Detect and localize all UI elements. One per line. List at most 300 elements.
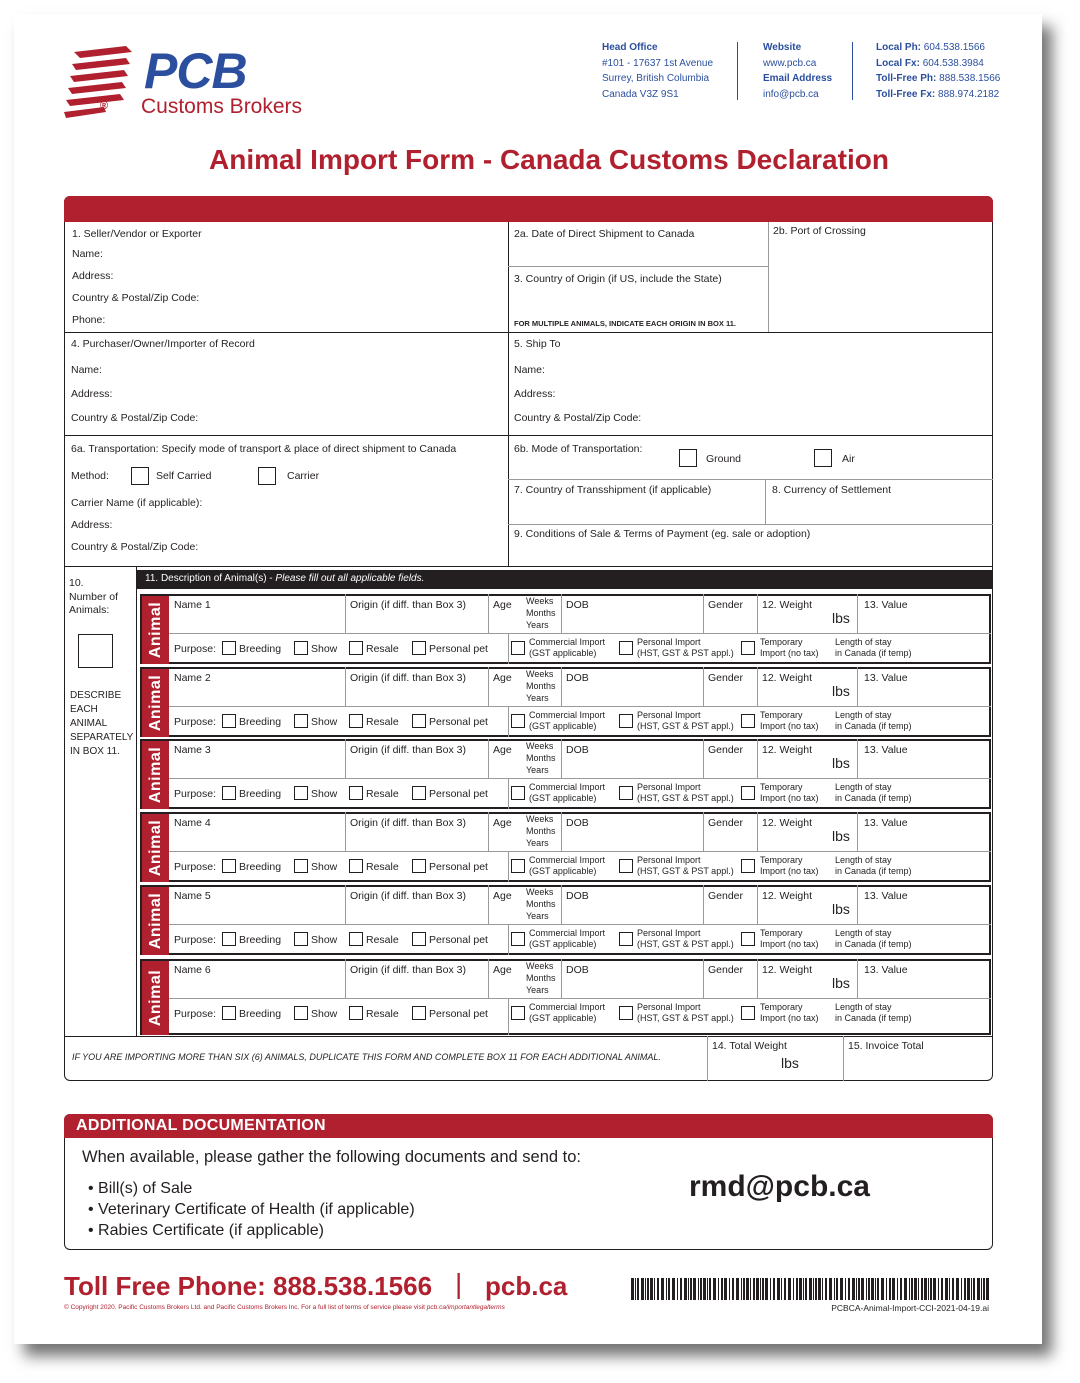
age-years: Years	[526, 838, 549, 848]
animal-dob-field[interactable]: DOB	[566, 744, 589, 756]
divider	[488, 959, 489, 998]
personal-import-checkbox[interactable]	[619, 859, 633, 873]
personal-import-label: Personal Import	[637, 928, 701, 938]
weight-unit: lbs	[832, 828, 850, 844]
local-fx-label: Local Fx:	[876, 57, 920, 69]
doc-item: • Bill(s) of Sale	[88, 1180, 193, 1197]
temporary-import-label: Temporary	[760, 710, 803, 720]
divider	[64, 435, 993, 436]
temporary-import-checkbox[interactable]	[741, 786, 755, 800]
animal-tab: Animal	[142, 814, 169, 882]
temporary-import-label: Temporary	[760, 855, 803, 865]
box5-address[interactable]: Address:	[514, 388, 556, 400]
divider	[345, 739, 346, 778]
show-checkbox[interactable]	[294, 932, 308, 946]
temporary-import-label: Temporary	[760, 928, 803, 938]
divider	[703, 812, 704, 851]
length-of-stay-note: in Canada (if temp)	[835, 866, 912, 876]
age-years: Years	[526, 620, 549, 630]
additional-docs-title: ADDITIONAL DOCUMENTATION	[76, 1117, 326, 1134]
breeding-label: Breeding	[239, 643, 282, 655]
divider	[561, 812, 562, 851]
carrier-name-field[interactable]: Carrier Name (if applicable):	[71, 497, 203, 509]
age-weeks: Weeks	[526, 961, 554, 971]
age-years: Years	[526, 911, 549, 921]
animal-gender-field[interactable]: Gender	[708, 890, 744, 902]
animal-dob-field[interactable]: DOB	[566, 890, 589, 902]
show-label: Show	[311, 861, 338, 873]
divider	[169, 706, 991, 707]
divider	[508, 479, 993, 480]
divider	[757, 885, 758, 924]
ground-checkbox[interactable]	[679, 449, 697, 467]
box5-country[interactable]: Country & Postal/Zip Code:	[514, 412, 642, 424]
box5-name[interactable]: Name:	[514, 364, 545, 376]
commercial-import-checkbox[interactable]	[511, 641, 525, 655]
divider	[707, 1036, 708, 1081]
divider	[169, 633, 991, 634]
animal-tab: Animal	[142, 741, 169, 809]
animal-dob-field[interactable]: DOB	[566, 672, 589, 684]
temporary-import-label: Temporary	[760, 1002, 803, 1012]
box8-title[interactable]: 8. Currency of Settlement	[772, 484, 892, 496]
personal-pet-checkbox[interactable]	[412, 1006, 426, 1020]
animal-gender-field[interactable]: Gender	[708, 964, 744, 976]
divider	[703, 667, 704, 706]
divider	[508, 222, 509, 342]
commercial-import-label: Commercial Import	[529, 782, 606, 792]
divider	[64, 566, 993, 567]
length-of-stay-note: in Canada (if temp)	[835, 721, 912, 731]
animal-name-field[interactable]: Name 1	[174, 599, 211, 611]
length-of-stay-field[interactable]: Length of stay	[835, 710, 892, 720]
show-checkbox[interactable]	[294, 1006, 308, 1020]
age-weeks: Weeks	[526, 887, 554, 897]
head-office-line: Surrey, British Columbia	[602, 73, 710, 84]
number-of-animals-input[interactable]	[78, 634, 113, 668]
animal-age-field[interactable]: Age	[493, 672, 512, 684]
website-title: Website	[763, 42, 802, 53]
weight-unit: lbs	[832, 683, 850, 699]
animal-value-field[interactable]: 13. Value	[864, 964, 908, 976]
divider	[508, 851, 509, 882]
resale-label: Resale	[366, 934, 399, 946]
animal-origin-field[interactable]: Origin (if diff. than Box 3)	[350, 599, 466, 611]
animal-dob-field[interactable]: DOB	[566, 964, 589, 976]
temporary-import-checkbox[interactable]	[741, 859, 755, 873]
copyright: © Copyright 2020. Pacific Customs Brokers Ltd. and Pacific Customs Brokers Inc. For a full list of terms of service please visit pcb.ca/importantlegalterms	[64, 1304, 505, 1311]
commercial-import-note: (GST applicable)	[529, 793, 597, 803]
show-checkbox[interactable]	[294, 641, 308, 655]
ground-label: Ground	[706, 453, 742, 465]
file-name: PCBCA-Animal-Import-CCI-2021-04-19.ai	[831, 1303, 989, 1313]
self-carried-checkbox[interactable]	[131, 467, 149, 485]
head-office-title: Head Office	[602, 42, 658, 53]
animal-age-field[interactable]: Age	[493, 964, 512, 976]
purpose-label: Purpose:	[174, 934, 217, 946]
animal-gender-field[interactable]: Gender	[708, 817, 744, 829]
purpose-label: Purpose:	[174, 788, 217, 800]
temporary-import-checkbox[interactable]	[741, 932, 755, 946]
age-months: Months	[526, 753, 556, 763]
divider	[857, 739, 858, 778]
box4-name[interactable]: Name:	[71, 364, 102, 376]
divider	[757, 594, 758, 633]
bottom-site-link[interactable]: pcb.ca	[485, 1271, 568, 1301]
breeding-label: Breeding	[239, 861, 282, 873]
purpose-label: Purpose:	[174, 861, 217, 873]
temporary-import-note: Import (no tax)	[760, 1013, 819, 1023]
resale-checkbox[interactable]	[349, 1006, 363, 1020]
length-of-stay-note: in Canada (if temp)	[835, 1013, 912, 1023]
animal-origin-field[interactable]: Origin (if diff. than Box 3)	[350, 672, 466, 684]
weight-unit: lbs	[832, 901, 850, 917]
animal-gender-field[interactable]: Gender	[708, 744, 744, 756]
self-carried-label: Self Carried	[156, 470, 212, 482]
box5-title: 5. Ship To	[514, 338, 561, 350]
age-weeks: Weeks	[526, 741, 554, 751]
commercial-import-note: (GST applicable)	[529, 866, 597, 876]
animal-weight-field[interactable]: 12. Weight	[762, 890, 813, 902]
legal-terms-link[interactable]: pcb.ca/importantlegalterms	[426, 1304, 505, 1311]
animal-age-field[interactable]: Age	[493, 744, 512, 756]
commercial-import-note: (GST applicable)	[529, 648, 597, 658]
website-link[interactable]: www.pcb.ca	[763, 57, 817, 69]
page-title: Animal Import Form - Canada Customs Declaration	[209, 144, 889, 175]
carrier-checkbox[interactable]	[258, 467, 276, 485]
animal-age-field[interactable]: Age	[493, 817, 512, 829]
animal-value-field[interactable]: 13. Value	[864, 890, 908, 902]
air-checkbox[interactable]	[814, 449, 832, 467]
divider	[345, 885, 346, 924]
weight-unit: lbs	[832, 610, 850, 626]
purpose-label: Purpose:	[174, 643, 217, 655]
resale-label: Resale	[366, 788, 399, 800]
personal-import-label: Personal Import	[637, 782, 701, 792]
box14-lbs: lbs	[781, 1055, 799, 1071]
animal-gender-field[interactable]: Gender	[708, 672, 744, 684]
docs-email-link[interactable]: rmd@pcb.ca	[689, 1170, 870, 1203]
personal-pet-label: Personal pet	[429, 788, 488, 800]
divider	[508, 633, 509, 664]
animal-gender-field[interactable]: Gender	[708, 599, 744, 611]
animal-origin-field[interactable]: Origin (if diff. than Box 3)	[350, 890, 466, 902]
personal-import-checkbox[interactable]	[619, 641, 633, 655]
box6a-method: Method:	[71, 470, 109, 482]
commercial-import-checkbox[interactable]	[511, 859, 525, 873]
personal-import-checkbox[interactable]	[619, 714, 633, 728]
resale-checkbox[interactable]	[349, 859, 363, 873]
form-header-bar	[64, 196, 993, 222]
phone-block	[876, 40, 1000, 102]
box1-country[interactable]: Country & Postal/Zip Code:	[72, 292, 200, 304]
divider	[345, 812, 346, 851]
box11-note: Please fill out all applicable fields.	[275, 573, 425, 584]
commercial-import-note: (GST applicable)	[529, 721, 597, 731]
personal-import-checkbox[interactable]	[619, 786, 633, 800]
box1-name[interactable]: Name:	[72, 248, 103, 260]
temporary-import-checkbox[interactable]	[741, 1006, 755, 1020]
divider	[345, 594, 346, 633]
tf-ph: 888.538.1566	[939, 73, 1001, 84]
form-page	[14, 14, 1042, 1344]
divider	[136, 566, 137, 1036]
divider	[508, 998, 509, 1035]
animal-name-field[interactable]: Name 2	[174, 672, 211, 684]
divider	[169, 778, 991, 779]
animal-name-field[interactable]: Name 5	[174, 890, 211, 902]
box3-title[interactable]: 3. Country of Origin (if US, include the State)	[514, 273, 722, 285]
personal-pet-checkbox[interactable]	[412, 859, 426, 873]
carrier-country-field[interactable]: Country & Postal/Zip Code:	[71, 541, 199, 553]
divider	[561, 594, 562, 633]
age-weeks: Weeks	[526, 814, 554, 824]
divider	[508, 706, 509, 737]
box10-num: 10.	[69, 577, 84, 589]
header-divider	[737, 42, 738, 100]
animal-weight-field[interactable]: 12. Weight	[762, 599, 813, 611]
box1-phone[interactable]: Phone:	[72, 314, 106, 326]
additional-docs-header	[64, 1114, 993, 1138]
animal-age-field[interactable]: Age	[493, 599, 512, 611]
personal-pet-label: Personal pet	[429, 934, 488, 946]
animal-origin-field[interactable]: Origin (if diff. than Box 3)	[350, 817, 466, 829]
personal-import-note: (HST, GST & PST appl.)	[637, 866, 734, 876]
animal-dob-field[interactable]: DOB	[566, 599, 589, 611]
divider	[857, 885, 858, 924]
breeding-label: Breeding	[239, 788, 282, 800]
divider	[757, 959, 758, 998]
show-checkbox[interactable]	[294, 714, 308, 728]
divider	[857, 667, 858, 706]
breeding-checkbox[interactable]	[222, 641, 236, 655]
age-years: Years	[526, 693, 549, 703]
personal-pet-checkbox[interactable]	[412, 932, 426, 946]
animal-weight-field[interactable]: 12. Weight	[762, 672, 813, 684]
commercial-import-checkbox[interactable]	[511, 1006, 525, 1020]
weight-unit: lbs	[832, 975, 850, 991]
air-label: Air	[842, 453, 855, 465]
personal-pet-checkbox[interactable]	[412, 786, 426, 800]
divider	[488, 812, 489, 851]
local-ph-label: Local Ph:	[876, 42, 922, 53]
breeding-checkbox[interactable]	[222, 932, 236, 946]
animal-name-field[interactable]: Name 4	[174, 817, 211, 829]
box2a-title[interactable]: 2a. Date of Direct Shipment to Canada	[514, 228, 695, 240]
pcb-logo	[64, 44, 314, 124]
tf-fx-label: Toll-Free Fx:	[876, 88, 936, 100]
box10-describe: DESCRIBE EACH ANIMAL SEPARATELY IN BOX 11.	[70, 690, 134, 757]
animal-tab: Animal	[142, 961, 169, 1035]
show-label: Show	[311, 788, 338, 800]
breeding-label: Breeding	[239, 716, 282, 728]
divider	[757, 812, 758, 851]
personal-import-label: Personal Import	[637, 637, 701, 647]
personal-import-label: Personal Import	[637, 710, 701, 720]
divider	[703, 959, 704, 998]
commercial-import-checkbox[interactable]	[511, 786, 525, 800]
doc-item: • Veterinary Certificate of Health (if applicable)	[88, 1201, 415, 1218]
divider	[857, 812, 858, 851]
animal-name-field[interactable]: Name 6	[174, 964, 211, 976]
commercial-import-label: Commercial Import	[529, 637, 606, 647]
animal-value-field[interactable]: 13. Value	[864, 672, 908, 684]
commercial-import-checkbox[interactable]	[511, 932, 525, 946]
box9-title[interactable]: 9. Conditions of Sale & Terms of Payment (eg. sale or adoption)	[514, 528, 811, 540]
additional-intro: When available, please gather the following documents and send to:	[82, 1148, 581, 1166]
temporary-import-note: Import (no tax)	[760, 793, 819, 803]
length-of-stay-field[interactable]: Length of stay	[835, 855, 892, 865]
box6a-title: 6a. Transportation: Specify mode of transport & place of direct shipment to Canada	[71, 443, 457, 455]
divider	[757, 739, 758, 778]
divider	[508, 924, 509, 955]
box7-title[interactable]: 7. Country of Transshipment (if applicable)	[514, 484, 712, 496]
commercial-import-checkbox[interactable]	[511, 714, 525, 728]
animal-value-field[interactable]: 13. Value	[864, 599, 908, 611]
local-ph: 604.538.1566	[923, 42, 985, 53]
box4-country[interactable]: Country & Postal/Zip Code:	[71, 412, 199, 424]
temporary-import-checkbox[interactable]	[741, 714, 755, 728]
personal-import-checkbox[interactable]	[619, 932, 633, 946]
purpose-label: Purpose:	[174, 716, 217, 728]
divider	[64, 332, 993, 333]
age-months: Months	[526, 973, 556, 983]
temporary-import-label: Temporary	[760, 782, 803, 792]
length-of-stay-field[interactable]: Length of stay	[835, 637, 892, 647]
footer-note: IF YOU ARE IMPORTING MORE THAN SIX (6) ANIMALS, DUPLICATE THIS FORM AND COMPLETE BOX 11 FOR EACH ADDITIONAL ANIMAL.	[72, 1052, 661, 1062]
temporary-import-note: Import (no tax)	[760, 721, 819, 731]
personal-import-note: (HST, GST & PST appl.)	[637, 648, 734, 658]
personal-import-note: (HST, GST & PST appl.)	[637, 1013, 734, 1023]
show-label: Show	[311, 716, 338, 728]
breeding-checkbox[interactable]	[222, 859, 236, 873]
divider	[488, 667, 489, 706]
weight-unit: lbs	[832, 755, 850, 771]
commercial-import-label: Commercial Import	[529, 928, 606, 938]
age-years: Years	[526, 765, 549, 775]
animal-weight-field[interactable]: 12. Weight	[762, 964, 813, 976]
temporary-import-note: Import (no tax)	[760, 866, 819, 876]
resale-label: Resale	[366, 861, 399, 873]
box1-title: 1. Seller/Vendor or Exporter	[72, 228, 202, 240]
animal-dob-field[interactable]: DOB	[566, 817, 589, 829]
temporary-import-note: Import (no tax)	[760, 648, 819, 658]
divider	[508, 778, 509, 809]
box14-title[interactable]: 14. Total Weight	[712, 1040, 787, 1052]
show-checkbox[interactable]	[294, 786, 308, 800]
personal-import-note: (HST, GST & PST appl.)	[637, 939, 734, 949]
header-divider	[852, 42, 853, 100]
divider	[64, 1036, 993, 1037]
animal-age-field[interactable]: Age	[493, 890, 512, 902]
personal-import-note: (HST, GST & PST appl.)	[637, 793, 734, 803]
barcode-icon	[631, 1278, 991, 1300]
divider	[561, 959, 562, 998]
age-years: Years	[526, 985, 549, 995]
bottom-separator: |	[455, 1268, 463, 1299]
commercial-import-label: Commercial Import	[529, 855, 606, 865]
head-office-line: Canada V3Z 9S1	[602, 88, 679, 100]
divider	[345, 667, 346, 706]
resale-checkbox[interactable]	[349, 641, 363, 655]
breeding-checkbox[interactable]	[222, 786, 236, 800]
divider	[757, 667, 758, 706]
animal-tab: Animal	[142, 887, 169, 955]
animal-origin-field[interactable]: Origin (if diff. than Box 3)	[350, 964, 466, 976]
commercial-import-note: (GST applicable)	[529, 1013, 597, 1023]
divider	[508, 266, 768, 267]
commercial-import-note: (GST applicable)	[529, 939, 597, 949]
age-months: Months	[526, 681, 556, 691]
personal-pet-checkbox[interactable]	[412, 641, 426, 655]
divider	[561, 885, 562, 924]
box4-title: 4. Purchaser/Owner/Importer of Record	[71, 338, 255, 350]
show-checkbox[interactable]	[294, 859, 308, 873]
personal-pet-checkbox[interactable]	[412, 714, 426, 728]
box11-header	[136, 570, 993, 589]
animal-origin-field[interactable]: Origin (if diff. than Box 3)	[350, 744, 466, 756]
box4-address[interactable]: Address:	[71, 388, 113, 400]
toll-free-phone: Toll Free Phone: 888.538.1566	[64, 1271, 433, 1301]
animal-weight-field[interactable]: 12. Weight	[762, 817, 813, 829]
animal-name-field[interactable]: Name 3	[174, 744, 211, 756]
animal-weight-field[interactable]: 12. Weight	[762, 744, 813, 756]
head-office	[602, 40, 713, 102]
divider	[768, 222, 769, 332]
divider	[345, 959, 346, 998]
personal-pet-label: Personal pet	[429, 1008, 488, 1020]
personal-pet-label: Personal pet	[429, 716, 488, 728]
divider	[765, 479, 766, 524]
length-of-stay-field[interactable]: Length of stay	[835, 782, 892, 792]
tf-fx: 888.974.2182	[938, 88, 1000, 100]
personal-pet-label: Personal pet	[429, 861, 488, 873]
email-title: Email Address	[763, 73, 833, 84]
box2b-title[interactable]: 2b. Port of Crossing	[773, 225, 866, 237]
box1-address[interactable]: Address:	[72, 270, 114, 282]
divider	[508, 524, 993, 525]
divider	[857, 959, 858, 998]
resale-checkbox[interactable]	[349, 714, 363, 728]
divider	[857, 594, 858, 633]
box11-title: 11. Description of Animal(s) -	[145, 573, 276, 584]
divider	[561, 739, 562, 778]
breeding-checkbox[interactable]	[222, 1006, 236, 1020]
animal-value-field[interactable]: 13. Value	[864, 744, 908, 756]
length-of-stay-field[interactable]: Length of stay	[835, 928, 892, 938]
show-label: Show	[311, 643, 338, 655]
commercial-import-label: Commercial Import	[529, 1002, 606, 1012]
divider	[508, 332, 509, 566]
doc-item: • Rabies Certificate (if applicable)	[88, 1222, 324, 1239]
box15-title[interactable]: 15. Invoice Total	[848, 1040, 924, 1052]
personal-import-note: (HST, GST & PST appl.)	[637, 721, 734, 731]
resale-checkbox[interactable]	[349, 932, 363, 946]
animal-value-field[interactable]: 13. Value	[864, 817, 908, 829]
email-link[interactable]: info@pcb.ca	[763, 88, 819, 100]
breeding-checkbox[interactable]	[222, 714, 236, 728]
temporary-import-checkbox[interactable]	[741, 641, 755, 655]
personal-import-checkbox[interactable]	[619, 1006, 633, 1020]
resale-checkbox[interactable]	[349, 786, 363, 800]
divider	[169, 851, 991, 852]
registered-mark: ®	[100, 100, 109, 112]
animal-tab: Animal	[142, 669, 169, 737]
carrier-address-field[interactable]: Address:	[71, 519, 113, 531]
temporary-import-note: Import (no tax)	[760, 939, 819, 949]
divider	[561, 667, 562, 706]
length-of-stay-field[interactable]: Length of stay	[835, 1002, 892, 1012]
